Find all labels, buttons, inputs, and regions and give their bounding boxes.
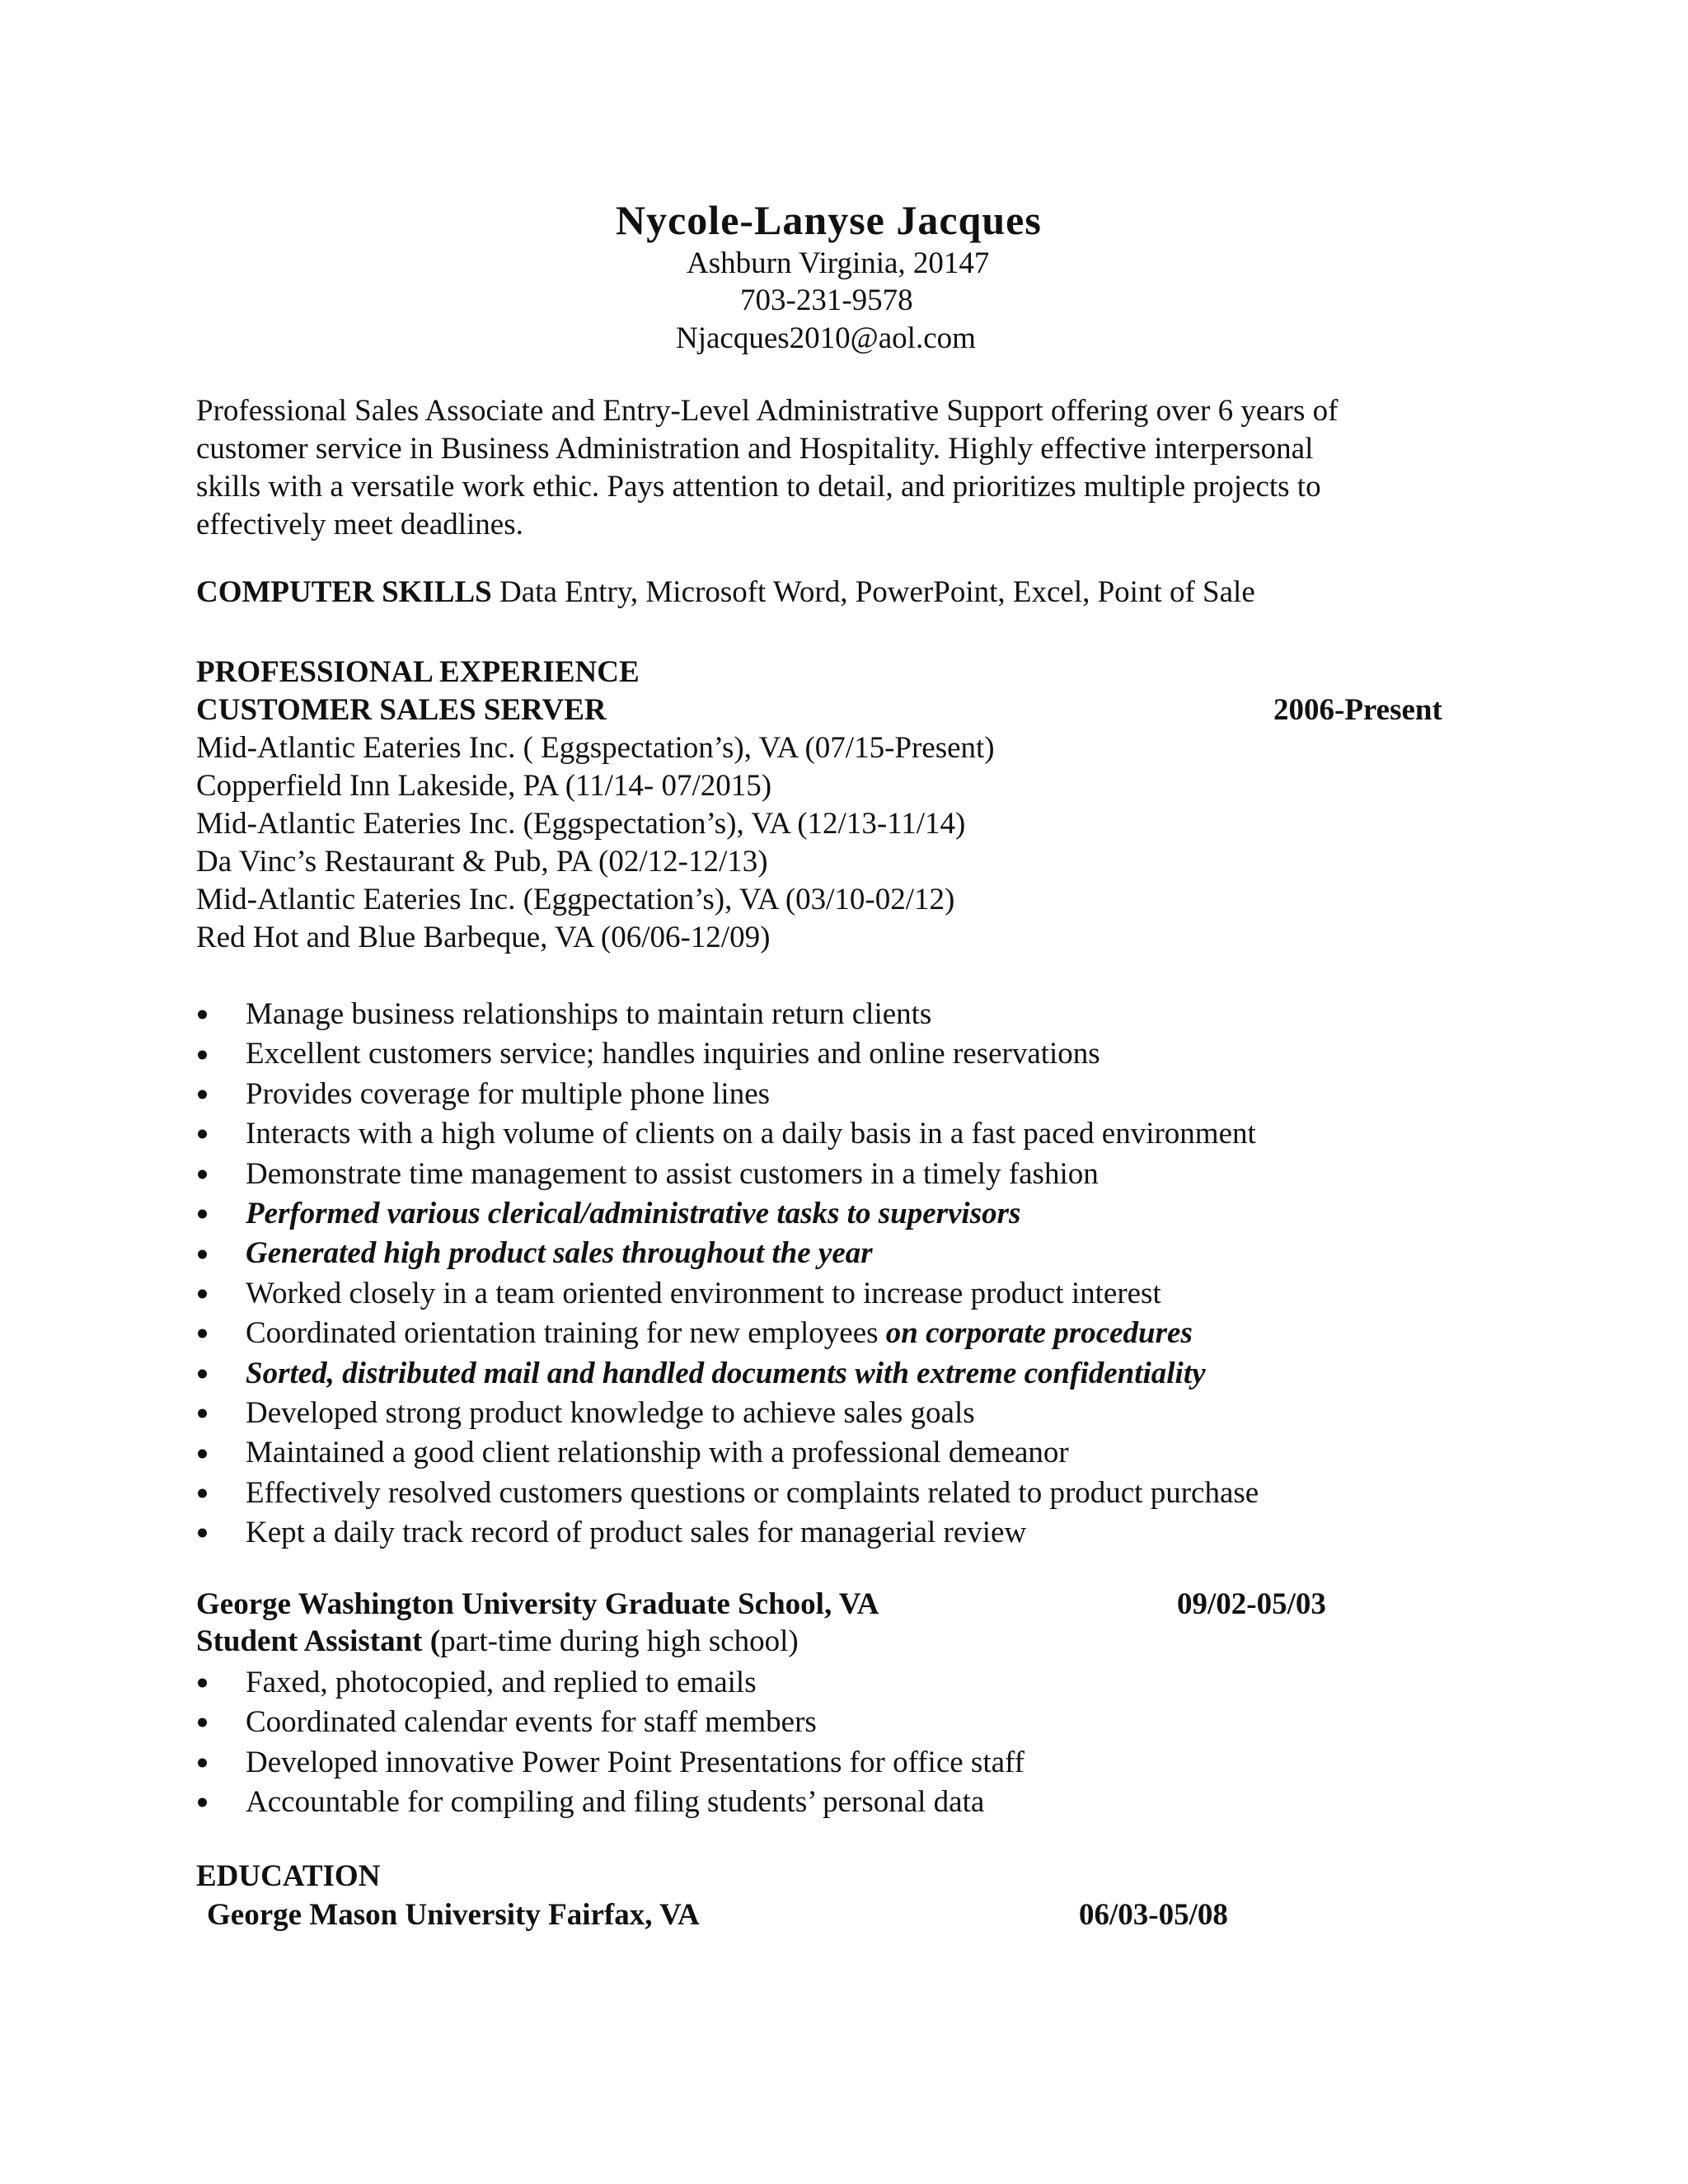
education-heading: EDUCATION [196, 1859, 381, 1893]
employer-entry: Mid-Atlantic Eateries Inc. ( Eggspectation’s), VA (07/15-Present) [196, 731, 995, 765]
job2-employer: George Washington University Graduate School, VA [196, 1587, 879, 1621]
bullet-icon [198, 1249, 207, 1258]
computer-skills [196, 574, 1255, 610]
list-item: Excellent customers service; handles inquiries and online reservations [196, 1034, 1259, 1074]
summary-line: skills with a versatile work ethic. Pays attention to detail, and prioritizes multiple projects to [196, 470, 1321, 504]
bullet-icon [198, 1169, 207, 1179]
list-item: Effectively resolved customers questions or complaints related to product purchase [196, 1474, 1259, 1513]
email: Njacques2010@aol.com [676, 321, 976, 355]
summary-line: effectively meet deadlines. [196, 508, 523, 541]
job2-title: Student Assistant (part-time during high school) [196, 1624, 799, 1658]
summary-line: Professional Sales Associate and Entry-Level Administrative Support offering over 6 years of [196, 394, 1339, 428]
summary [196, 392, 1338, 544]
job-title: CUSTOMER SALES SERVER [196, 693, 607, 727]
list-item: Worked closely in a team oriented environment to increase product interest [196, 1274, 1259, 1314]
bullet-icon [198, 1290, 207, 1299]
bullet-icon [198, 1050, 207, 1059]
list-item: Kept a daily track record of product sales for managerial review [196, 1513, 1259, 1553]
address: Ashburn Virginia, 20147 [687, 246, 990, 280]
bullet-icon [198, 1449, 207, 1458]
education-dates: 06/03-05/08 [1079, 1898, 1228, 1932]
bullet-icon [198, 1329, 207, 1338]
employer-entry: Copperfield Inn Lakeside, PA (11/14- 07/2015) [196, 769, 772, 803]
phone: 703-231-9578 [740, 284, 913, 317]
candidate-name: Nycole-Lanyse Jacques [616, 197, 1042, 243]
bullet-icon [198, 1130, 207, 1139]
employer-entry: Red Hot and Blue Barbeque, VA (06/06-12/09) [196, 921, 771, 954]
employer-list [196, 729, 995, 957]
experience-heading: PROFESSIONAL EXPERIENCE [196, 655, 640, 689]
list-item: Coordinated calendar events for staff members [196, 1703, 1025, 1742]
list-item: Developed innovative Power Point Presentations for office staff [196, 1743, 1025, 1783]
bullet-icon [198, 1409, 207, 1418]
job2-dates: 09/02-05/03 [1177, 1587, 1326, 1621]
job-dates: 2006-Present [1273, 693, 1442, 727]
list-item: Provides coverage for multiple phone lines [196, 1075, 1259, 1114]
list-item: Manage business relationships to maintain return clients [196, 995, 1259, 1034]
bullet-icon [198, 1010, 207, 1019]
list-item: Demonstrate time management to assist customers in a timely fashion [196, 1155, 1259, 1194]
list-item: Faxed, photocopied, and replied to emails [196, 1663, 1025, 1703]
bullet-icon [198, 1798, 207, 1807]
computer-skills-label: COMPUTER SKILLS [196, 575, 492, 609]
bullet-icon [198, 1529, 207, 1538]
job2-bullet-list [196, 1663, 1025, 1822]
list-item: Coordinated orientation training for new employees on corporate procedures [196, 1314, 1259, 1353]
computer-skills-text: Data Entry, Microsoft Word, PowerPoint, Excel, Point of Sale [499, 575, 1255, 609]
bullet-icon [198, 1090, 207, 1099]
list-item: Sorted, distributed mail and handled documents with extreme confidentiality [196, 1354, 1259, 1394]
bullet-icon [198, 1210, 207, 1219]
employer-entry: Da Vinc’s Restaurant & Pub, PA (02/12-12/13) [196, 845, 768, 879]
employer-entry: Mid-Atlantic Eateries Inc. (Eggpectation’s), VA (03/10-02/12) [196, 883, 955, 916]
bullet-icon [198, 1679, 207, 1688]
list-item: Performed various clerical/administrative tasks to supervisors [196, 1194, 1259, 1234]
employer-entry: Mid-Atlantic Eateries Inc. (Eggspectation’s), VA (12/13-11/14) [196, 807, 966, 841]
bullet-icon [198, 1489, 207, 1498]
list-item: Generated high product sales throughout the year [196, 1234, 1259, 1273]
bullet-icon [198, 1718, 207, 1727]
emphasis-text: on corporate procedures [885, 1316, 1193, 1351]
summary-line: customer service in Business Administration and Hospitality. Highly effective interpersonal [196, 432, 1314, 466]
list-item: Developed strong product knowledge to achieve sales goals [196, 1394, 1259, 1433]
job1-bullet-list [196, 995, 1259, 1554]
list-item: Interacts with a high volume of clients on a daily basis in a fast paced environment [196, 1114, 1259, 1154]
list-item: Accountable for compiling and filing students’ personal data [196, 1783, 1025, 1822]
education-school: George Mason University Fairfax, VA [207, 1898, 700, 1932]
bullet-icon [198, 1369, 207, 1378]
bullet-icon [198, 1758, 207, 1767]
list-item: Maintained a good client relationship with a professional demeanor [196, 1433, 1259, 1473]
